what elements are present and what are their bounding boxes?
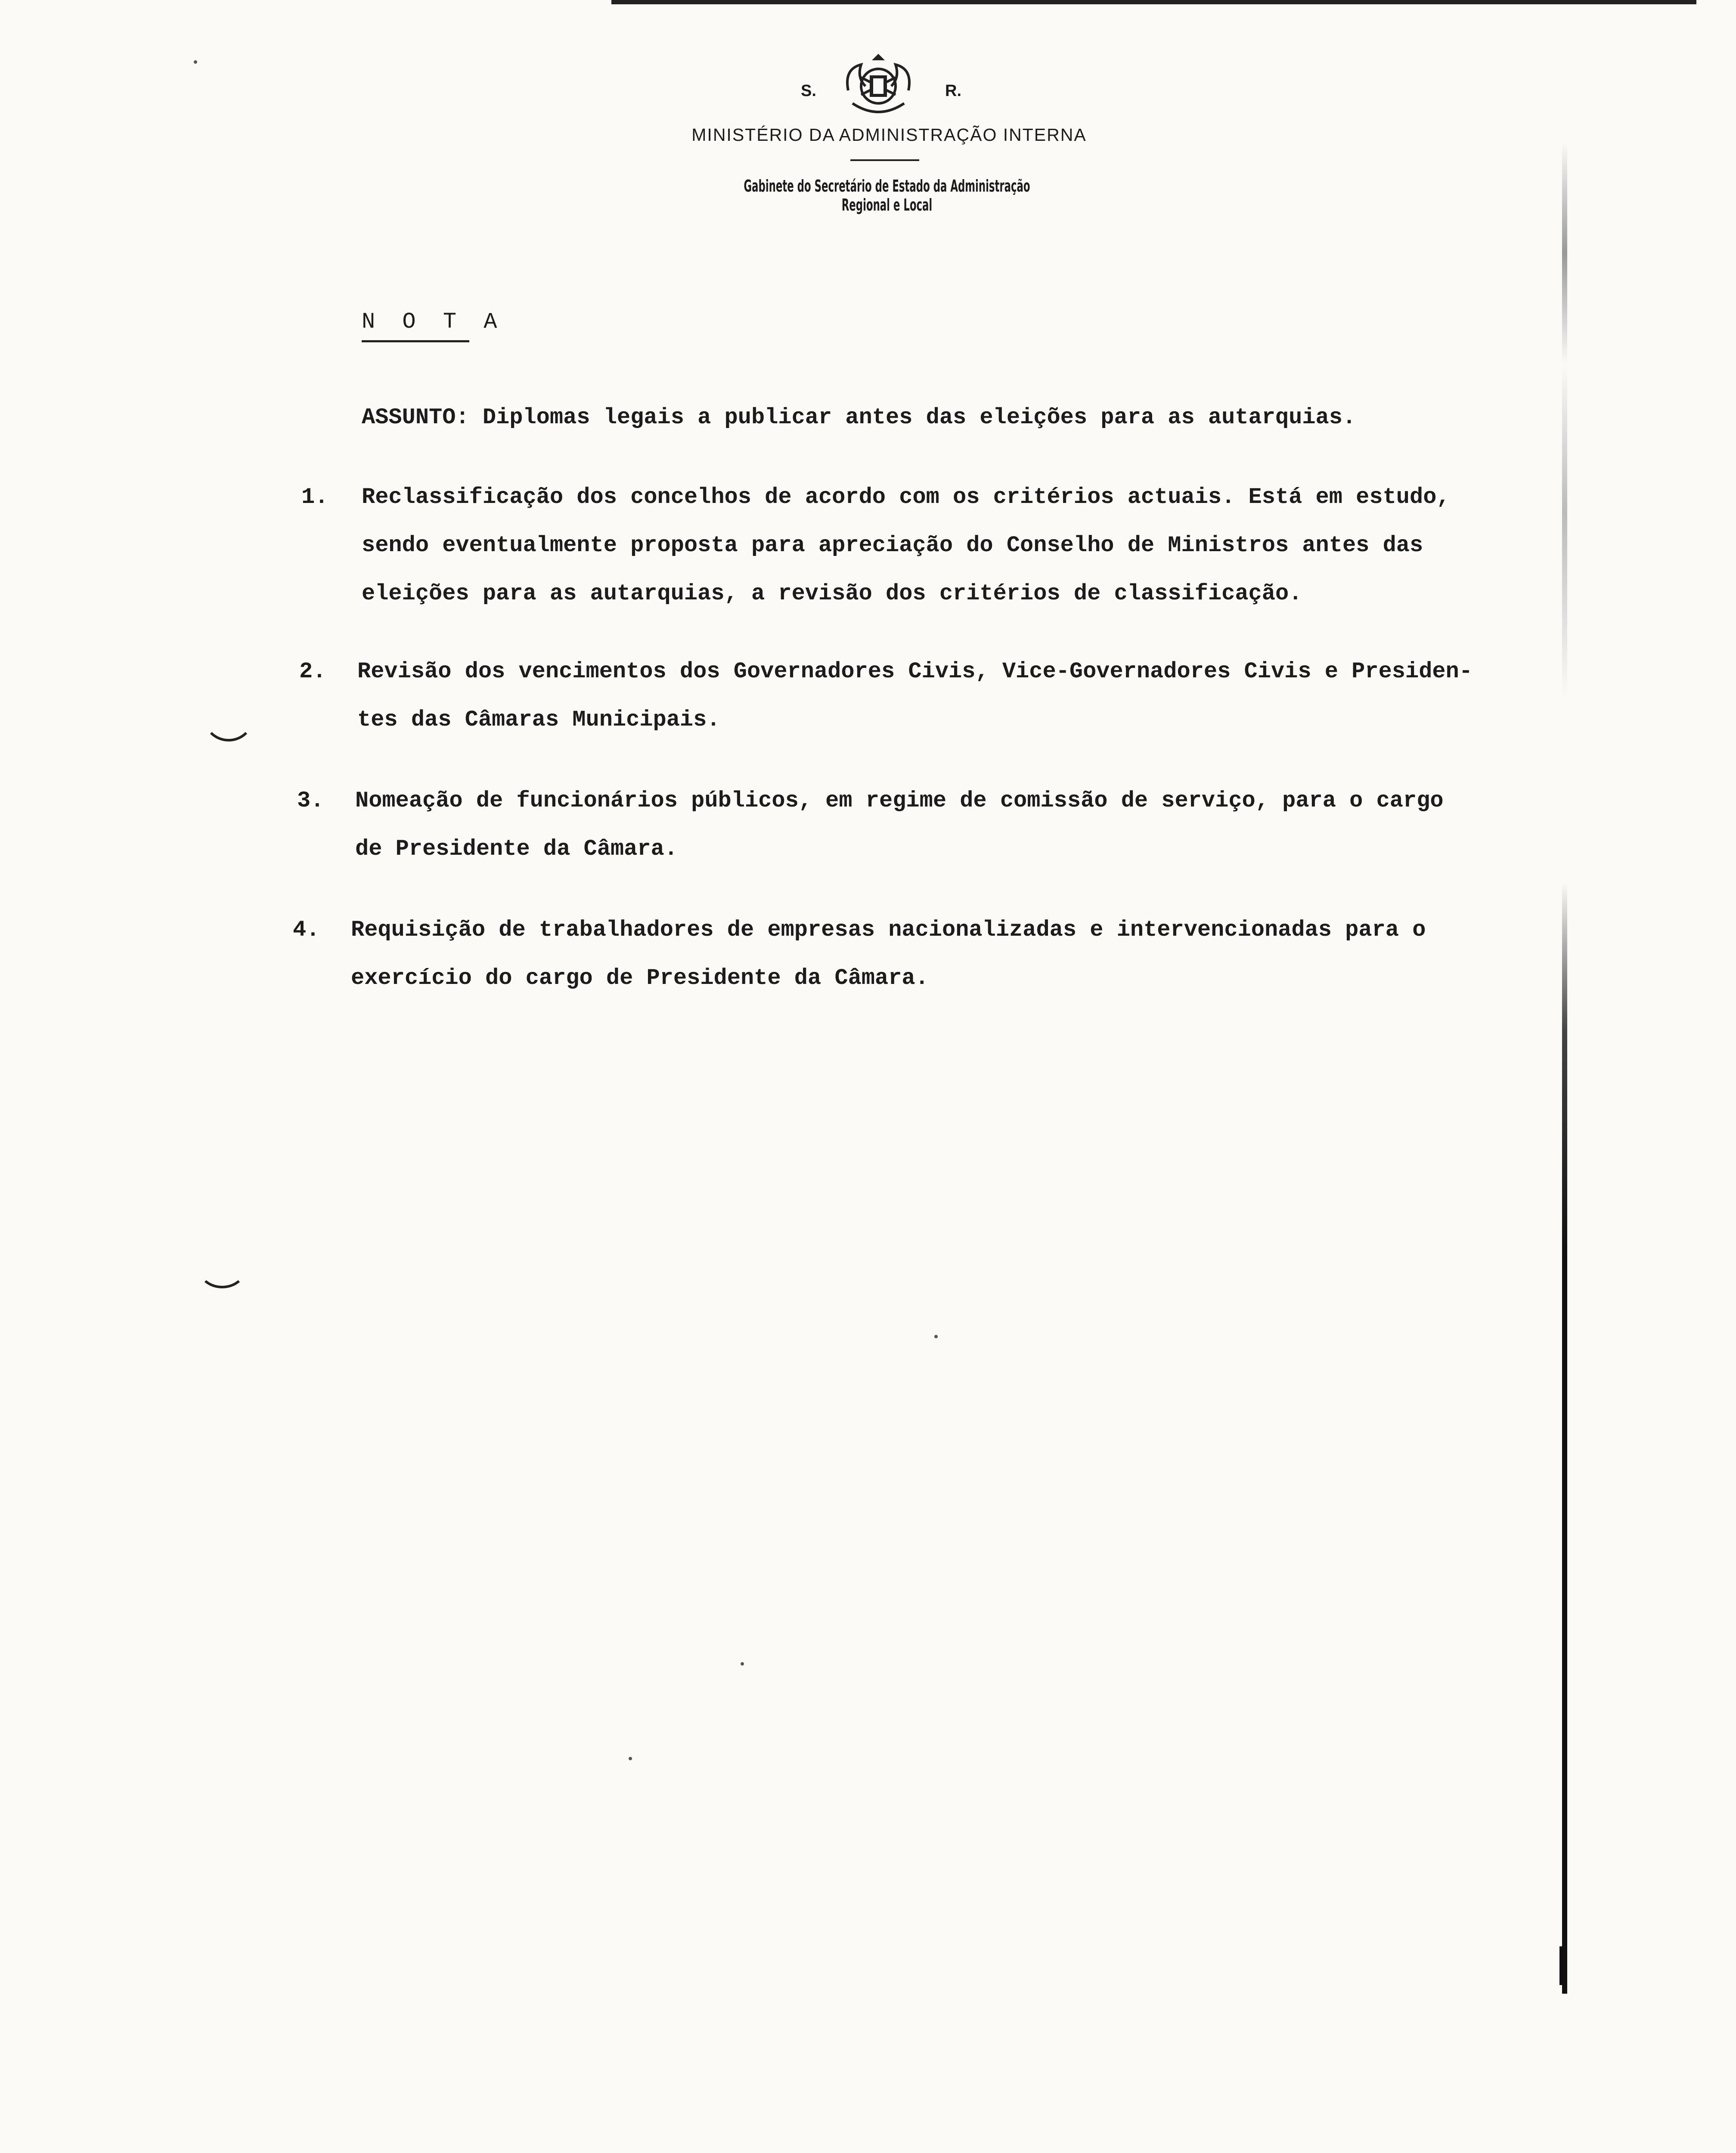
list-item-text (355, 788, 1444, 884)
punch-hole-mark (198, 1249, 246, 1288)
list-item-text (357, 659, 1472, 755)
scan-speck (629, 1757, 632, 1760)
coat-of-arms-icon (835, 52, 921, 121)
list-item-line: eleições para as autarquias, a revisão dos critérios de classificação. (362, 581, 1302, 606)
list-item-line: Reclassificação dos concelhos de acordo com os critérios actuais. Está em estudo, (362, 484, 1450, 510)
cabinet-name: Gabinete do Secretário de Estado da Administração Regional e Local (744, 177, 1030, 214)
list-item-number: 3. (297, 788, 324, 813)
subject-line: ASSUNTO: Diplomas legais a publicar antes das eleições para as autarquias. (362, 405, 1356, 430)
list-item-line: Requisição de trabalhadores de empresas nacionalizadas e intervencionadas para o (351, 917, 1426, 943)
list-item-text (362, 484, 1450, 629)
list-item-line: tes das Câmaras Municipais. (357, 707, 720, 732)
scan-border-right (1562, 142, 1567, 1994)
list-item-line: sendo eventualmente proposta para apreciação do Conselho de Ministros antes das (362, 533, 1423, 558)
list-item-number: 2. (299, 659, 326, 684)
list-item-number: 1. (301, 484, 329, 510)
document-heading: N O T A (362, 309, 504, 335)
scan-border-top (611, 0, 1696, 4)
letterhead-divider (850, 159, 919, 161)
list-item-number: 4. (293, 917, 320, 943)
heading-underline (362, 340, 469, 342)
scan-speck (194, 60, 197, 64)
scan-speck (934, 1335, 938, 1338)
crest-right-letter: R. (945, 82, 961, 100)
list-item-text (351, 917, 1426, 1014)
list-item-line: Revisão dos vencimentos dos Governadores Civis, Vice-Governadores Civis e Presiden- (357, 659, 1473, 684)
list-item-line: Nomeação de funcionários públicos, em regime de comissão de serviço, para o cargo (355, 788, 1444, 813)
scan-speck (741, 1662, 744, 1666)
list-item-line: de Presidente da Câmara. (355, 836, 678, 862)
scan-border-right-mark (1559, 1946, 1566, 1985)
crest-left-letter: S. (801, 82, 816, 100)
list-item-line: exercício do cargo de Presidente da Câmara. (351, 965, 929, 991)
punch-hole-mark (202, 689, 255, 741)
ministry-name: MINISTÉRIO DA ADMINISTRAÇÃO INTERNA (691, 125, 1087, 145)
